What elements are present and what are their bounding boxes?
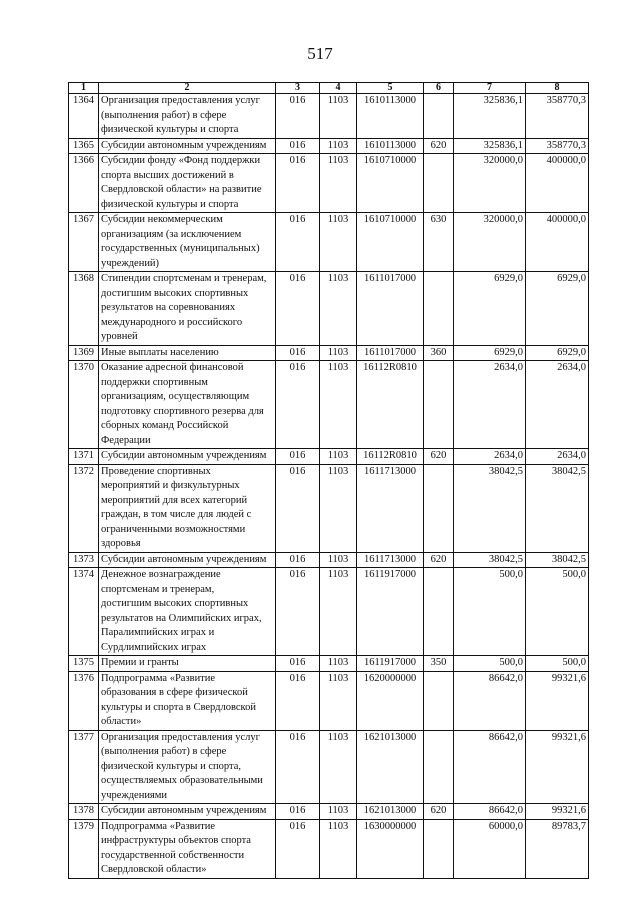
expense-type-cell: 620 [424, 552, 454, 568]
item-name-line: физической культуры и спорта [101, 198, 239, 210]
page-number: 517 [307, 44, 333, 63]
item-name-cell [99, 94, 276, 139]
table-row [69, 568, 589, 656]
amount-year1-cell: 86642,0 [454, 804, 526, 820]
expense-type-cell [424, 94, 454, 139]
item-name-line: Субсидии автономным учреждениям [101, 805, 267, 816]
item-name-cell [99, 138, 276, 154]
target-article-cell: 1611917000 [357, 568, 424, 656]
amount-year2-cell: 358770,3 [526, 138, 589, 154]
item-name-line: Денежное вознаграждение [101, 569, 221, 580]
item-name-line: результатов на Олимпийских играх, [101, 612, 262, 624]
item-name-line: достигшим высоких спортивных [101, 287, 249, 299]
header-cell: 3 [276, 83, 320, 94]
item-name-line: Свердловской области» [101, 864, 207, 875]
section-code-cell: 1103 [320, 272, 357, 346]
target-article-cell: 1610113000 [357, 138, 424, 154]
item-name-line: ограниченными возможностями [101, 523, 246, 535]
row-number-cell: 1368 [69, 272, 99, 346]
item-name-line: культуры и спорта в Свердловской [101, 701, 256, 713]
section-code-cell: 1103 [320, 361, 357, 449]
item-name-line: Организация предоставления услуг [101, 731, 260, 743]
ministry-code-cell: 016 [276, 449, 320, 465]
item-name-line: учреждений) [101, 257, 160, 269]
item-name-line: организациям (за исключением [101, 228, 242, 240]
item-name-cell [99, 361, 276, 449]
amount-year1-cell: 320000,0 [454, 213, 526, 272]
amount-year1-cell: 320000,0 [454, 154, 526, 213]
table-row [69, 730, 589, 804]
ministry-code-cell: 016 [276, 730, 320, 804]
expense-type-cell: 620 [424, 449, 454, 465]
target-article-cell: 1611017000 [357, 272, 424, 346]
item-name-line: физической культуры и спорта, [101, 760, 242, 772]
amount-year2-cell: 99321,6 [526, 730, 589, 804]
item-name-cell [99, 730, 276, 804]
header-cell: 8 [526, 83, 589, 94]
item-name-line: Оказание адресной финансовой [101, 362, 244, 373]
amount-year2-cell: 500,0 [526, 656, 589, 672]
target-article-cell: 1610113000 [357, 94, 424, 139]
item-name-line: (выполнения работ) в сфере [101, 109, 227, 121]
section-code-cell: 1103 [320, 671, 357, 730]
expense-type-cell [424, 730, 454, 804]
expense-type-cell [424, 361, 454, 449]
item-name-line: результатов на соревнованиях [101, 302, 236, 313]
item-name-cell [99, 272, 276, 346]
header-cell: 1 [69, 83, 99, 94]
item-name-line: мероприятий для всех категорий [101, 494, 248, 506]
item-name-cell [99, 804, 276, 820]
amount-year1-cell: 500,0 [454, 568, 526, 656]
expense-type-cell [424, 568, 454, 656]
amount-year1-cell: 2634,0 [454, 449, 526, 465]
ministry-code-cell: 016 [276, 464, 320, 552]
item-name-cell [99, 449, 276, 465]
row-number-cell: 1366 [69, 154, 99, 213]
expense-type-cell [424, 272, 454, 346]
amount-year2-cell: 2634,0 [526, 361, 589, 449]
expense-type-cell [424, 671, 454, 730]
item-name-line: Федерации [101, 434, 151, 446]
item-name-line: государственных (муниципальных) [101, 243, 260, 254]
expense-type-cell [424, 464, 454, 552]
item-name-line: подготовку спортивного резерва для [101, 405, 264, 417]
amount-year2-cell: 99321,6 [526, 671, 589, 730]
item-name-line: Свердловской области» на развитие [101, 184, 262, 195]
target-article-cell: 16112R0810 [357, 361, 424, 449]
target-article-cell: 1610710000 [357, 213, 424, 272]
target-article-cell: 16112R0810 [357, 449, 424, 465]
amount-year2-cell: 2634,0 [526, 449, 589, 465]
section-code-cell: 1103 [320, 804, 357, 820]
row-number-cell: 1365 [69, 138, 99, 154]
section-code-cell: 1103 [320, 138, 357, 154]
item-name-line: осуществляемых образовательными [101, 775, 263, 786]
amount-year1-cell: 86642,0 [454, 671, 526, 730]
header-cell: 7 [454, 83, 526, 94]
expense-type-cell [424, 819, 454, 878]
item-name-cell [99, 656, 276, 672]
item-name-line: Субсидии автономным учреждениям [101, 450, 267, 461]
table-row [69, 345, 589, 361]
item-name-line: уровней [101, 331, 138, 342]
item-name-cell [99, 819, 276, 878]
item-name-line: спортсменам и тренерам, [101, 583, 215, 595]
section-code-cell: 1103 [320, 94, 357, 139]
amount-year1-cell: 38042,5 [454, 552, 526, 568]
row-number-cell: 1373 [69, 552, 99, 568]
row-number-cell: 1375 [69, 656, 99, 672]
table-row [69, 464, 589, 552]
item-name-line: достигшим высоких спортивных [101, 598, 249, 609]
header-cell: 4 [320, 83, 357, 94]
table-row [69, 804, 589, 820]
row-number-cell: 1364 [69, 94, 99, 139]
header-cell: 6 [424, 83, 454, 94]
amount-year2-cell: 500,0 [526, 568, 589, 656]
section-code-cell: 1103 [320, 154, 357, 213]
ministry-code-cell: 016 [276, 361, 320, 449]
table-row [69, 272, 589, 346]
table-row [69, 94, 589, 139]
item-name-line: инфраструктуры объектов спорта [101, 835, 251, 846]
amount-year2-cell: 89783,7 [526, 819, 589, 878]
item-name-line: поддержки спортивным [101, 376, 208, 388]
expense-type-cell: 630 [424, 213, 454, 272]
ministry-code-cell: 016 [276, 804, 320, 820]
section-code-cell: 1103 [320, 730, 357, 804]
item-name-line: здоровья [101, 538, 141, 549]
item-name-line: Субсидии фонду «Фонд поддержки [101, 155, 261, 166]
amount-year2-cell: 38042,5 [526, 552, 589, 568]
amount-year2-cell: 358770,3 [526, 94, 589, 139]
item-name-line: Сурдлимпийских играх [101, 641, 207, 653]
amount-year1-cell: 2634,0 [454, 361, 526, 449]
amount-year2-cell: 38042,5 [526, 464, 589, 552]
section-code-cell: 1103 [320, 552, 357, 568]
item-name-line: Иные выплаты населению [101, 346, 219, 358]
amount-year2-cell: 6929,0 [526, 272, 589, 346]
amount-year1-cell: 86642,0 [454, 730, 526, 804]
ministry-code-cell: 016 [276, 154, 320, 213]
row-number-cell: 1367 [69, 213, 99, 272]
amount-year1-cell: 6929,0 [454, 272, 526, 346]
item-name-line: государственной собственности [101, 849, 245, 861]
ministry-code-cell: 016 [276, 671, 320, 730]
item-name-line: сборных команд Российской [101, 420, 229, 431]
amount-year1-cell: 6929,0 [454, 345, 526, 361]
row-number-cell: 1372 [69, 464, 99, 552]
item-name-cell [99, 345, 276, 361]
header-cell: 5 [357, 83, 424, 94]
target-article-cell: 1611917000 [357, 656, 424, 672]
item-name-line: учреждениями [101, 789, 168, 801]
ministry-code-cell: 016 [276, 656, 320, 672]
expense-type-cell [424, 154, 454, 213]
ministry-code-cell: 016 [276, 552, 320, 568]
row-number-cell: 1376 [69, 671, 99, 730]
section-code-cell: 1103 [320, 213, 357, 272]
target-article-cell: 1620000000 [357, 671, 424, 730]
table-row [69, 361, 589, 449]
row-number-cell: 1378 [69, 804, 99, 820]
table-row [69, 138, 589, 154]
expense-type-cell: 620 [424, 138, 454, 154]
target-article-cell: 1611713000 [357, 464, 424, 552]
section-code-cell: 1103 [320, 464, 357, 552]
item-name-cell [99, 464, 276, 552]
amount-year1-cell: 325836,1 [454, 94, 526, 139]
item-name-line: граждан, в том числе для людей с [101, 509, 252, 520]
item-name-line: Стипендии спортсменам и тренерам, [101, 273, 267, 284]
budget-table [68, 82, 589, 879]
row-number-cell: 1369 [69, 345, 99, 361]
amount-year1-cell: 325836,1 [454, 138, 526, 154]
item-name-line: физической культуры и спорта [101, 124, 239, 135]
amount-year1-cell: 500,0 [454, 656, 526, 672]
table-row [69, 154, 589, 213]
target-article-cell: 1630000000 [357, 819, 424, 878]
ministry-code-cell: 016 [276, 138, 320, 154]
amount-year1-cell: 60000,0 [454, 819, 526, 878]
section-code-cell: 1103 [320, 449, 357, 465]
item-name-line: Паралимпийских играх и [101, 627, 215, 638]
target-article-cell: 1621013000 [357, 730, 424, 804]
item-name-line: (выполнения работ) в сфере [101, 746, 227, 757]
item-name-line: Премии и гранты [101, 657, 179, 668]
table-row [69, 449, 589, 465]
amount-year1-cell: 38042,5 [454, 464, 526, 552]
amount-year2-cell: 400000,0 [526, 213, 589, 272]
ministry-code-cell: 016 [276, 568, 320, 656]
ministry-code-cell: 016 [276, 213, 320, 272]
target-article-cell: 1621013000 [357, 804, 424, 820]
header-row [69, 83, 589, 94]
table-row [69, 656, 589, 672]
target-article-cell: 1610710000 [357, 154, 424, 213]
item-name-cell [99, 213, 276, 272]
table-row [69, 671, 589, 730]
target-article-cell: 1611017000 [357, 345, 424, 361]
item-name-line: образования в сфере физической [101, 687, 248, 698]
row-number-cell: 1377 [69, 730, 99, 804]
amount-year2-cell: 6929,0 [526, 345, 589, 361]
target-article-cell: 1611713000 [357, 552, 424, 568]
section-code-cell: 1103 [320, 656, 357, 672]
row-number-cell: 1374 [69, 568, 99, 656]
item-name-line: Проведение спортивных [101, 465, 211, 477]
expense-type-cell: 350 [424, 656, 454, 672]
item-name-line: Подпрограмма «Развитие [101, 672, 216, 684]
item-name-line: спорта высших достижений в [101, 169, 234, 181]
row-number-cell: 1370 [69, 361, 99, 449]
section-code-cell: 1103 [320, 819, 357, 878]
table-row [69, 213, 589, 272]
item-name-line: мероприятий и физкультурных [101, 480, 240, 491]
ministry-code-cell: 016 [276, 345, 320, 361]
item-name-cell [99, 154, 276, 213]
header-cell: 2 [99, 83, 276, 94]
expense-type-cell: 360 [424, 345, 454, 361]
section-code-cell: 1103 [320, 345, 357, 361]
table-row [69, 552, 589, 568]
ministry-code-cell: 016 [276, 272, 320, 346]
item-name-cell [99, 568, 276, 656]
amount-year2-cell: 400000,0 [526, 154, 589, 213]
item-name-cell [99, 671, 276, 730]
row-number-cell: 1379 [69, 819, 99, 878]
item-name-line: Субсидии некоммерческим [101, 214, 223, 225]
expense-type-cell: 620 [424, 804, 454, 820]
item-name-line: организациям, осуществляющим [101, 391, 250, 402]
section-code-cell: 1103 [320, 568, 357, 656]
ministry-code-cell: 016 [276, 94, 320, 139]
item-name-cell [99, 552, 276, 568]
item-name-line: Организация предоставления услуг [101, 95, 260, 106]
item-name-line: Субсидии автономным учреждениям [101, 553, 267, 565]
row-number-cell: 1371 [69, 449, 99, 465]
item-name-line: Подпрограмма «Развитие [101, 820, 216, 832]
item-name-line: Субсидии автономным учреждениям [101, 139, 267, 151]
item-name-line: международного и российского [101, 316, 243, 328]
ministry-code-cell: 016 [276, 819, 320, 878]
item-name-line: области» [101, 716, 142, 727]
table-row [69, 819, 589, 878]
amount-year2-cell: 99321,6 [526, 804, 589, 820]
